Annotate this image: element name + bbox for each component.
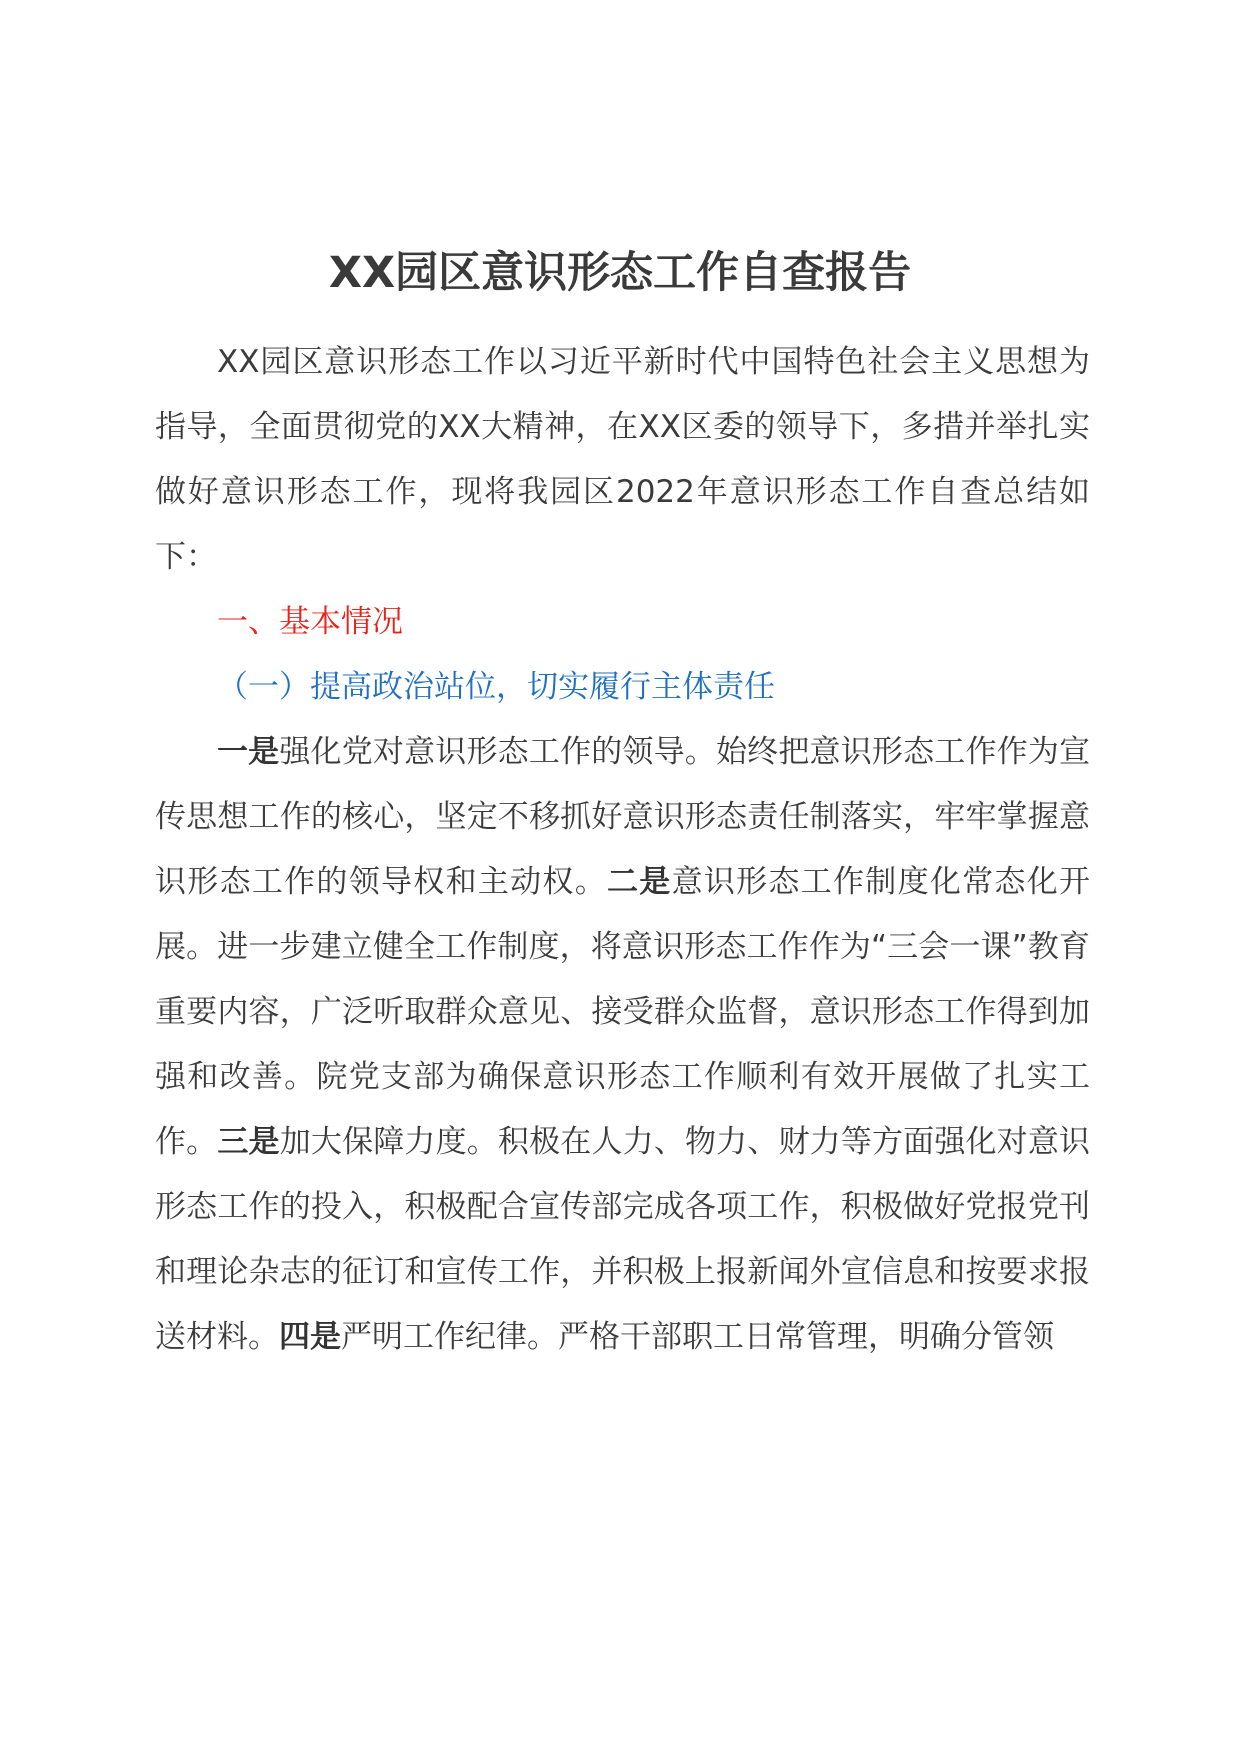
point-2-lead: 二是 — [607, 864, 672, 900]
document-title: XX园区意识形态工作自查报告 — [328, 248, 912, 298]
subsection-heading: （一）提高政治站位，切实履行主体责任 — [217, 669, 775, 705]
point-3-text: 加大保障力度。积极在人力、物力、财力等方面强化对意识形态工作的投入，积极配合宣传部完成各项工作，积极做好党报党刊和理论杂志的征订和宣传工作，并积极上报新闻外宣信息和按要求报送材料。 — [155, 1124, 1091, 1355]
points-paragraph — [155, 720, 1090, 1370]
point-1-text: 强化党对意识形态工作的领导。始终把意识形态工作作为宣传思想工作的核心，坚定不移抓好意识形态责任制落实，牢牢掌握意识形态工作的领导权和主动权。 — [155, 734, 1091, 900]
point-4-text: 严明工作纪律。严格干部职工日常管理，明确分管领 — [341, 1319, 1054, 1355]
point-4-lead: 四是 — [279, 1319, 341, 1355]
point-3-lead: 三是 — [217, 1124, 280, 1160]
document-body — [155, 330, 1090, 1370]
point-1-lead: 一是 — [217, 734, 280, 770]
intro-paragraph: XX园区意识形态工作以习近平新时代中国特色社会主义思想为指导，全面贯彻党的XX大精神，在XX区委的领导下，多措并举扎实做好意识形态工作，现将我园区2022年意识形态工作自查总结如下： — [155, 344, 1090, 575]
point-2-text: 意识形态工作制度化常态化开展。进一步建立健全工作制度，将意识形态工作作为“三会一课”教育重要内容，广泛听取群众意见、接受群众监督，意识形态工作得到加强和改善。院党支部为确保意识形态工作顺利有效开展做了扎实工作。 — [155, 864, 1091, 1160]
section-heading: 一、基本情况 — [217, 604, 403, 640]
